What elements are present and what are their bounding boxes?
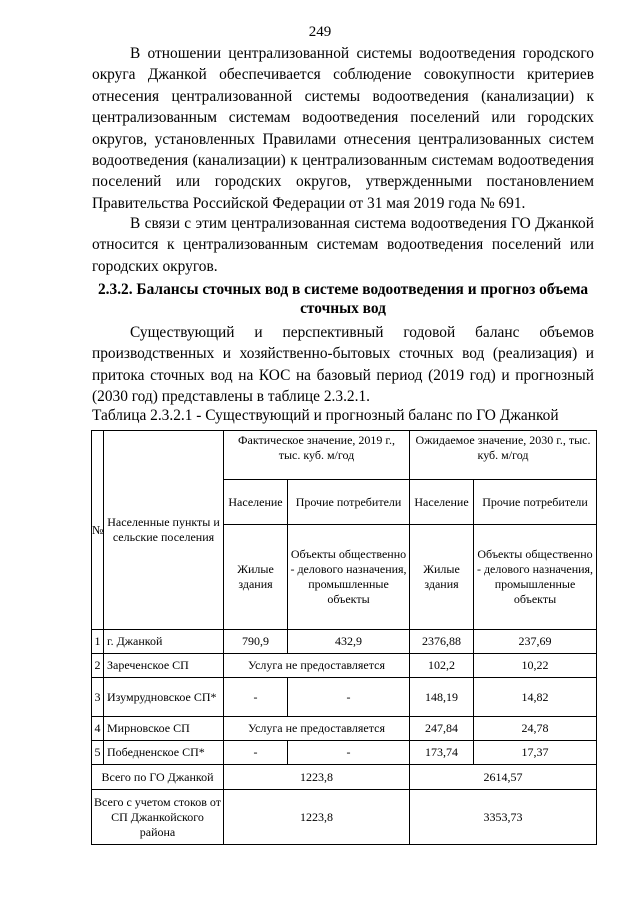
row-exp-other: 17,37	[474, 741, 597, 765]
row-exp-population: 102,2	[410, 654, 474, 678]
row-num: 4	[92, 717, 104, 741]
row-fact-other: -	[288, 678, 410, 717]
balance-table	[91, 430, 597, 845]
subheader-exp-other: Прочие потребители	[474, 480, 597, 525]
row-settlement: Изумрудновское СП*	[104, 678, 224, 717]
row-exp-other: 10,22	[474, 654, 597, 678]
row-fact-other: 432,9	[288, 630, 410, 654]
row-exp-population: 173,74	[410, 741, 474, 765]
row-fact-other: -	[288, 741, 410, 765]
row-num: 2	[92, 654, 104, 678]
subheader-fact-population: Население	[224, 480, 288, 525]
row-exp-population: 148,19	[410, 678, 474, 717]
total-expected: 2614,57	[410, 765, 597, 790]
row-settlement: Победненское СП*	[104, 741, 224, 765]
row-num: 3	[92, 678, 104, 717]
row-fact-merged: Услуга не предоставляется	[224, 717, 410, 741]
row-exp-population: 247,84	[410, 717, 474, 741]
total2-label: Всего с учетом стоков от СП Джанкойского района	[92, 790, 224, 845]
subheader-fact-other: Прочие потребители	[288, 480, 410, 525]
total2-fact: 1223,8	[224, 790, 410, 845]
row-num: 5	[92, 741, 104, 765]
table-header-row	[92, 431, 597, 480]
total2-expected: 3353,73	[410, 790, 597, 845]
row-exp-other: 24,78	[474, 717, 597, 741]
row-exp-population: 2376,88	[410, 630, 474, 654]
row-fact-population: -	[224, 678, 288, 717]
row-fact-population: 790,9	[224, 630, 288, 654]
page-number: 249	[308, 24, 332, 40]
detail-fact-residential: Жилые здания	[224, 525, 288, 630]
table-row	[92, 654, 597, 678]
table-total-row	[92, 765, 597, 790]
table-row	[92, 678, 597, 717]
paragraph-criteria: В отношении централизованной системы водоотведения городского округа Джанкой обеспечивается соблюдение совокупности критериев отнесения централизованной системы водоотведения (канализации) к централизованным системам водоотведения поселений или городских округов, установленных Правилами отнесения централизованных систем водоотведения (канализации) к централизованным системам водоотведения поселений или городских округов, утвержденными постановлением Правительства Российской Федерации от 31 мая 2019 года № 691.	[92, 45, 594, 212]
table-row	[92, 717, 597, 741]
total-label: Всего по ГО Джанкой	[92, 765, 224, 790]
subheader-exp-population: Население	[410, 480, 474, 525]
table-caption: Таблица 2.3.2.1 - Существующий и прогнозный баланс по ГО Джанкой	[92, 407, 559, 424]
table-row	[92, 630, 597, 654]
header-num: №	[92, 431, 104, 630]
row-fact-merged: Услуга не предоставляется	[224, 654, 410, 678]
header-expected-2030: Ожидаемое значение, 2030 г., тыс. куб. м/год	[410, 431, 597, 480]
row-exp-other: 237,69	[474, 630, 597, 654]
detail-exp-public: Объекты общественно - делового назначения, промышленные объекты	[474, 525, 597, 630]
paragraph-conclusion: В связи с этим централизованная система водоотведения ГО Джанкой относится к централизованным системам водоотведения поселений или городских округов.	[92, 215, 594, 275]
detail-fact-public: Объекты общественно - делового назначения, промышленные объекты	[288, 525, 410, 630]
row-settlement: Зареченское СП	[104, 654, 224, 678]
row-fact-population: -	[224, 741, 288, 765]
row-exp-other: 14,82	[474, 678, 597, 717]
table-row	[92, 741, 597, 765]
section-heading: 2.3.2. Балансы сточных вод в системе водоотведения и прогноз объема сточных вод	[97, 281, 589, 317]
detail-exp-residential: Жилые здания	[410, 525, 474, 630]
header-fact-2019: Фактическое значение, 2019 г., тыс. куб. м/год	[224, 431, 410, 480]
paragraph-balance-intro: Существующий и перспективный годовой баланс объемов производственных и хозяйственно-бытовых сточных вод (реализация) и притока сточных вод на КОС на базовый период (2019 год) и прогнозный (2030 год) представлены в таблице 2.3.2.1.	[92, 324, 594, 406]
row-settlement: г. Джанкой	[104, 630, 224, 654]
row-num: 1	[92, 630, 104, 654]
row-settlement: Мирновское СП	[104, 717, 224, 741]
total-fact: 1223,8	[224, 765, 410, 790]
header-settlement: Населенные пункты и сельские поселения	[104, 431, 224, 630]
table-total-with-districts-row	[92, 790, 597, 845]
